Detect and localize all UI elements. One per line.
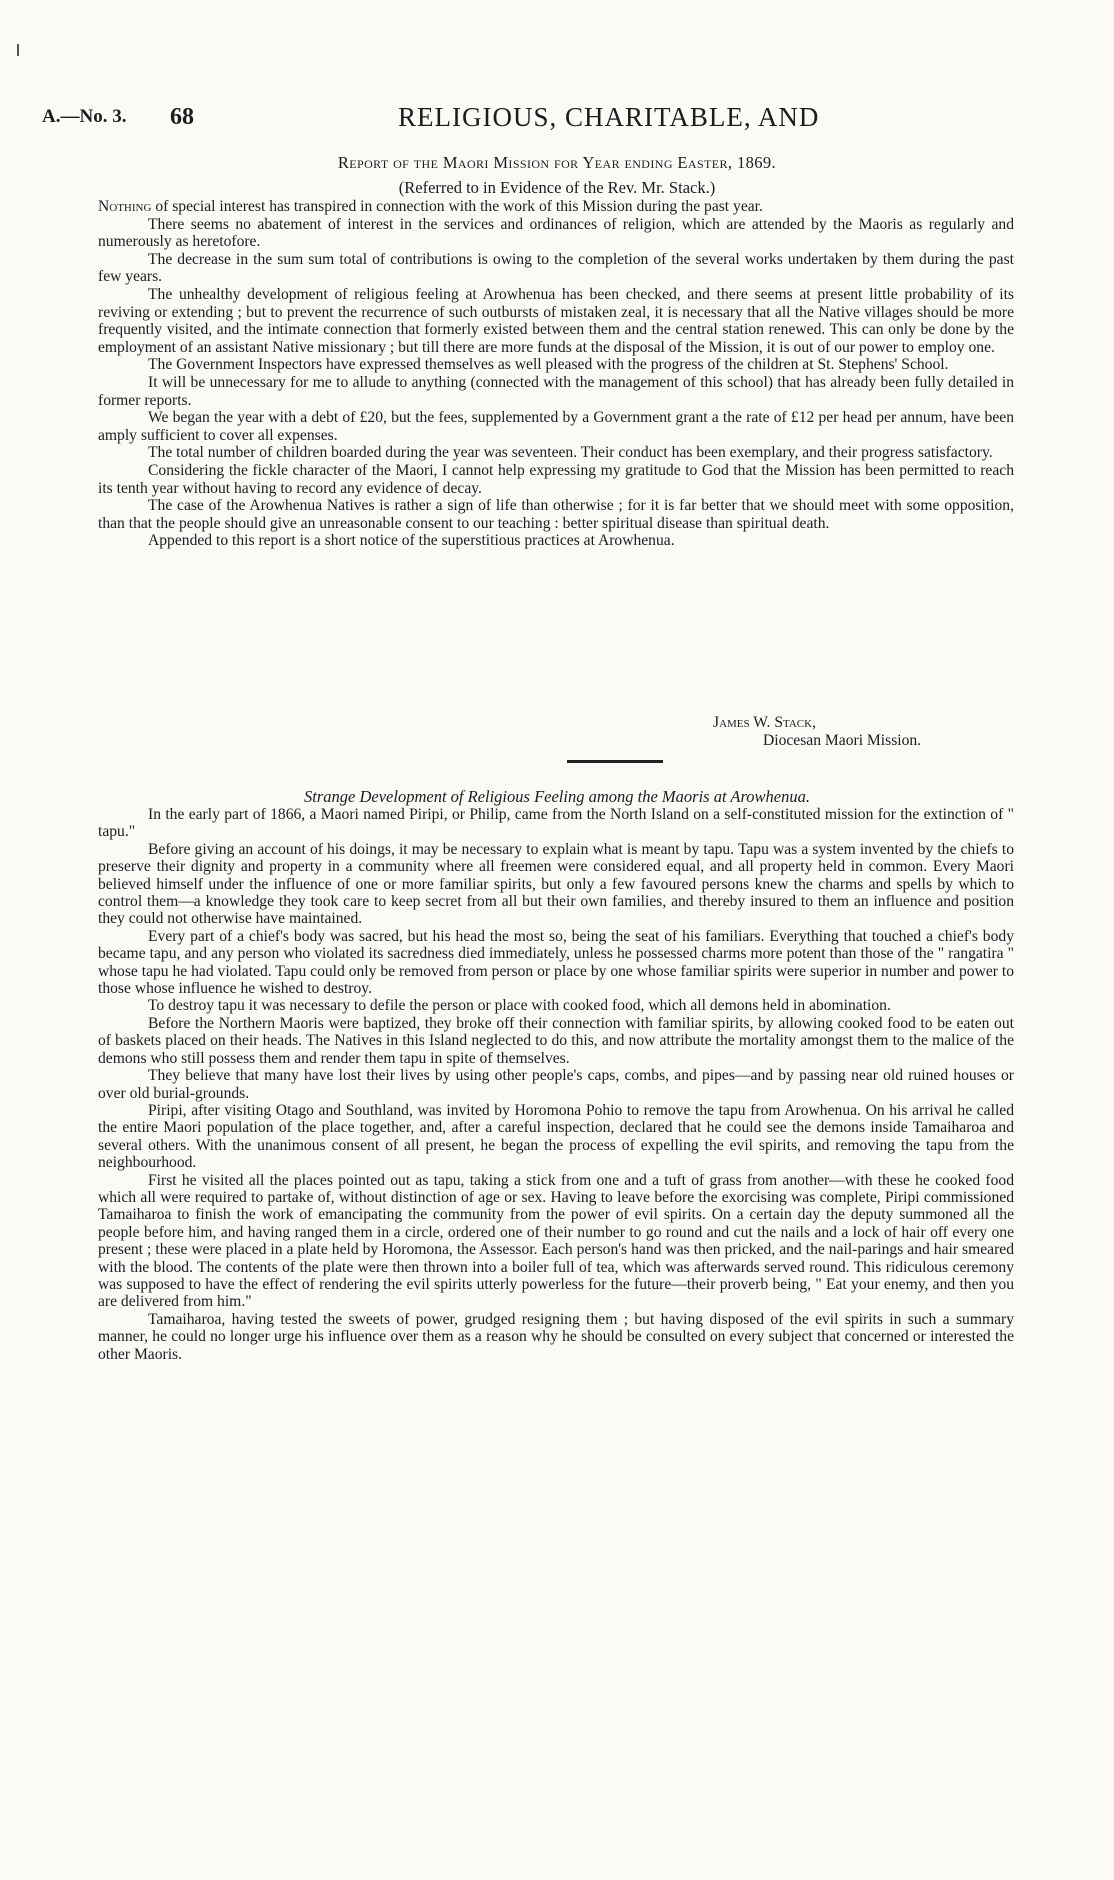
signature-name: James W. Stack, (713, 714, 816, 731)
section-paragraph: First he visited all the places pointed out as tapu, taking a stick from one and a tuft of grass from another—with these he cooked food which all were required to partake of, without distinction of age or sex. Having to leave before the exorcising was complete, Piripi commissioned Tamaiharoa to finish the work of emancipating the community from the power of evil spirits. On a certain day the deputy summoned all the people before him, and having ranged them in a circle, ordered one of their number to go round and cut the nails and a lock of hair off every one present ; these were placed in a plate held by Horomona, the Assessor. Each person's hand was then pricked, and the nail-parings and hair smeared with the blood. The contents of the plate were then thrown into a boiler full of tea, which was afterwards served round. This ridiculous ceremony was supposed to have the effect of rendering the evil spirits utterly powerless for the future—their proverb being, " Eat your enemy, and then you are delivered from him." (98, 1171, 1014, 1311)
page-header (0, 100, 1114, 140)
report-paragraph: The Government Inspectors have expressed themselves as well pleased with the progress of the children at St. Stephens' School. (148, 356, 949, 374)
section-divider (567, 760, 663, 763)
report-body (98, 198, 1014, 550)
section-paragraph: Piripi, after visiting Otago and Southland, was invited by Horomona Pohio to remove the tapu from Arowhenua. On his arrival he called the entire Maori population of the place together, and, after a careful inspection, declared that he could see the demons inside Tamaiharoa and several others. With the unanimous consent of all present, he began the process of expelling the evil spirits, and removing the tapu from the neighbourhood. (98, 1101, 1014, 1172)
section-paragraph: Before the Northern Maoris were baptized, they broke off their connection with familiar spirits, by allowing cooked food to be eaten out of baskets placed on their heads. The Natives in this Island neglected to do this, and now attribute the mortality amongst them to the malice of the demons who still possess them and render them tapu in spite of themselves. (98, 1014, 1014, 1067)
section-paragraph: To destroy tapu it was necessary to defile the person or place with cooked food, which all demons held in abomination. (148, 997, 891, 1015)
signature-block (713, 714, 921, 750)
report-paragraph: We began the year with a debt of £20, but the fees, supplemented by a Government grant a the rate of £12 per head per annum, have been amply sufficient to cover all expenses. (98, 409, 1014, 444)
section-paragraph: Before giving an account of his doings, it may be necessary to explain what is meant by tapu. Tapu was a system invented by the chiefs to preserve their dignity and property in a community where all freemen were considered equal, and all property held in common. Every Maori believed himself under the influence of one or more familiar spirits, but only a few favoured persons knew the charms and spells by which to control them—a knowledge they took care to keep secret from all but their own families, and thereby insured to them an influence and position they could not otherwise have maintained. (98, 840, 1014, 928)
report-paragraph: The unhealthy development of religious feeling at Arowhenua has been checked, and there seems at present little probability of its reviving or extending ; but to prevent the recurrence of such outbursts of mistaken zeal, it is necessary that all the Native villages should be more frequently visited, and the intimate connection that formerly existed between them and the central station renewed. This can only be done by the employment of an assistant Native missionary ; but till there are more funds at the disposal of the Mission, it is out of our power to employ one. (98, 285, 1014, 356)
section-paragraph: They believe that many have lost their lives by using other people's caps, combs, and pipes—and by passing near old ruined houses or over old burial-grounds. (98, 1067, 1014, 1102)
report-paragraph: It will be unnecessary for me to allude to anything (connected with the management of this school) that has already been fully detailed in former reports. (98, 373, 1014, 409)
signature-title: Diocesan Maori Mission. (763, 732, 922, 749)
running-title: RELIGIOUS, CHARITABLE, AND (398, 102, 820, 132)
report-heading: Report of the Maori Mission for Year ending Easter, 1869. (337, 153, 777, 172)
section-title: Strange Development of Religious Feeling among the Maoris at Arowhenua. (304, 787, 810, 806)
page-number: 68 (170, 104, 194, 130)
report-paragraph: Appended to this report is a short notice of the superstitious practices at Arowhenua. (148, 532, 675, 550)
report-paragraph: The decrease in the sum sum total of contributions is owing to the completion of the several works undertaken by them during the past few years. (98, 250, 1014, 286)
section-body (98, 806, 1014, 1363)
report-paragraph: Nothing of special interest has transpired in connection with the work of this Mission during the past year. (98, 198, 763, 215)
report-paragraph: The total number of children boarded during the year was seventeen. Their conduct has been exemplary, and their progress satisfactory. (148, 444, 993, 462)
section-paragraph: In the early part of 1866, a Maori named Piripi, or Philip, came from the North Island on a self-constituted mission for the extinction of " tapu." (98, 806, 1014, 841)
report-first-word: Nothing (98, 198, 152, 215)
section-paragraph: Every part of a chief's body was sacred, but his head the most so, being the seat of his familiars. Everything that touched a chief's body became tapu, and any person who violated its sacredness died immediately, unless he possessed charms more potent than those of the " rangatira " whose tapu he had violated. Tapu could only be removed from person or place by one whose familiar spirits were superior in number and power to those whose influence he wished to destroy. (98, 927, 1014, 998)
section-paragraph: Tamaiharoa, having tested the sweets of power, grudged resigning them ; but having disposed of the evil spirits in such a summary manner, he could no longer urge his influence over them as a reason why he should be consulted on every subject that concerned or interested the other Maoris. (98, 1310, 1014, 1363)
report-subheading: (Referred to in Evidence of the Rev. Mr. Stack.) (398, 178, 716, 197)
paper-reference: A.—No. 3. (42, 106, 127, 127)
report-paragraph: The case of the Arowhenua Natives is rather a sign of life than otherwise ; for it is far better that we should meet with some opposition, than that the people should give an unreasonable consent to our teaching : better spiritual disease than spiritual death. (98, 497, 1014, 532)
report-paragraph: Considering the fickle character of the Maori, I cannot help expressing my gratitude to God that the Mission has been permitted to reach its tenth year without having to record any evidence of decay. (98, 461, 1014, 497)
report-paragraph: There seems no abatement of interest in the services and ordinances of religion, which are attended by the Maoris as regularly and numerously as heretofore. (98, 215, 1014, 251)
margin-mark (17, 44, 19, 56)
